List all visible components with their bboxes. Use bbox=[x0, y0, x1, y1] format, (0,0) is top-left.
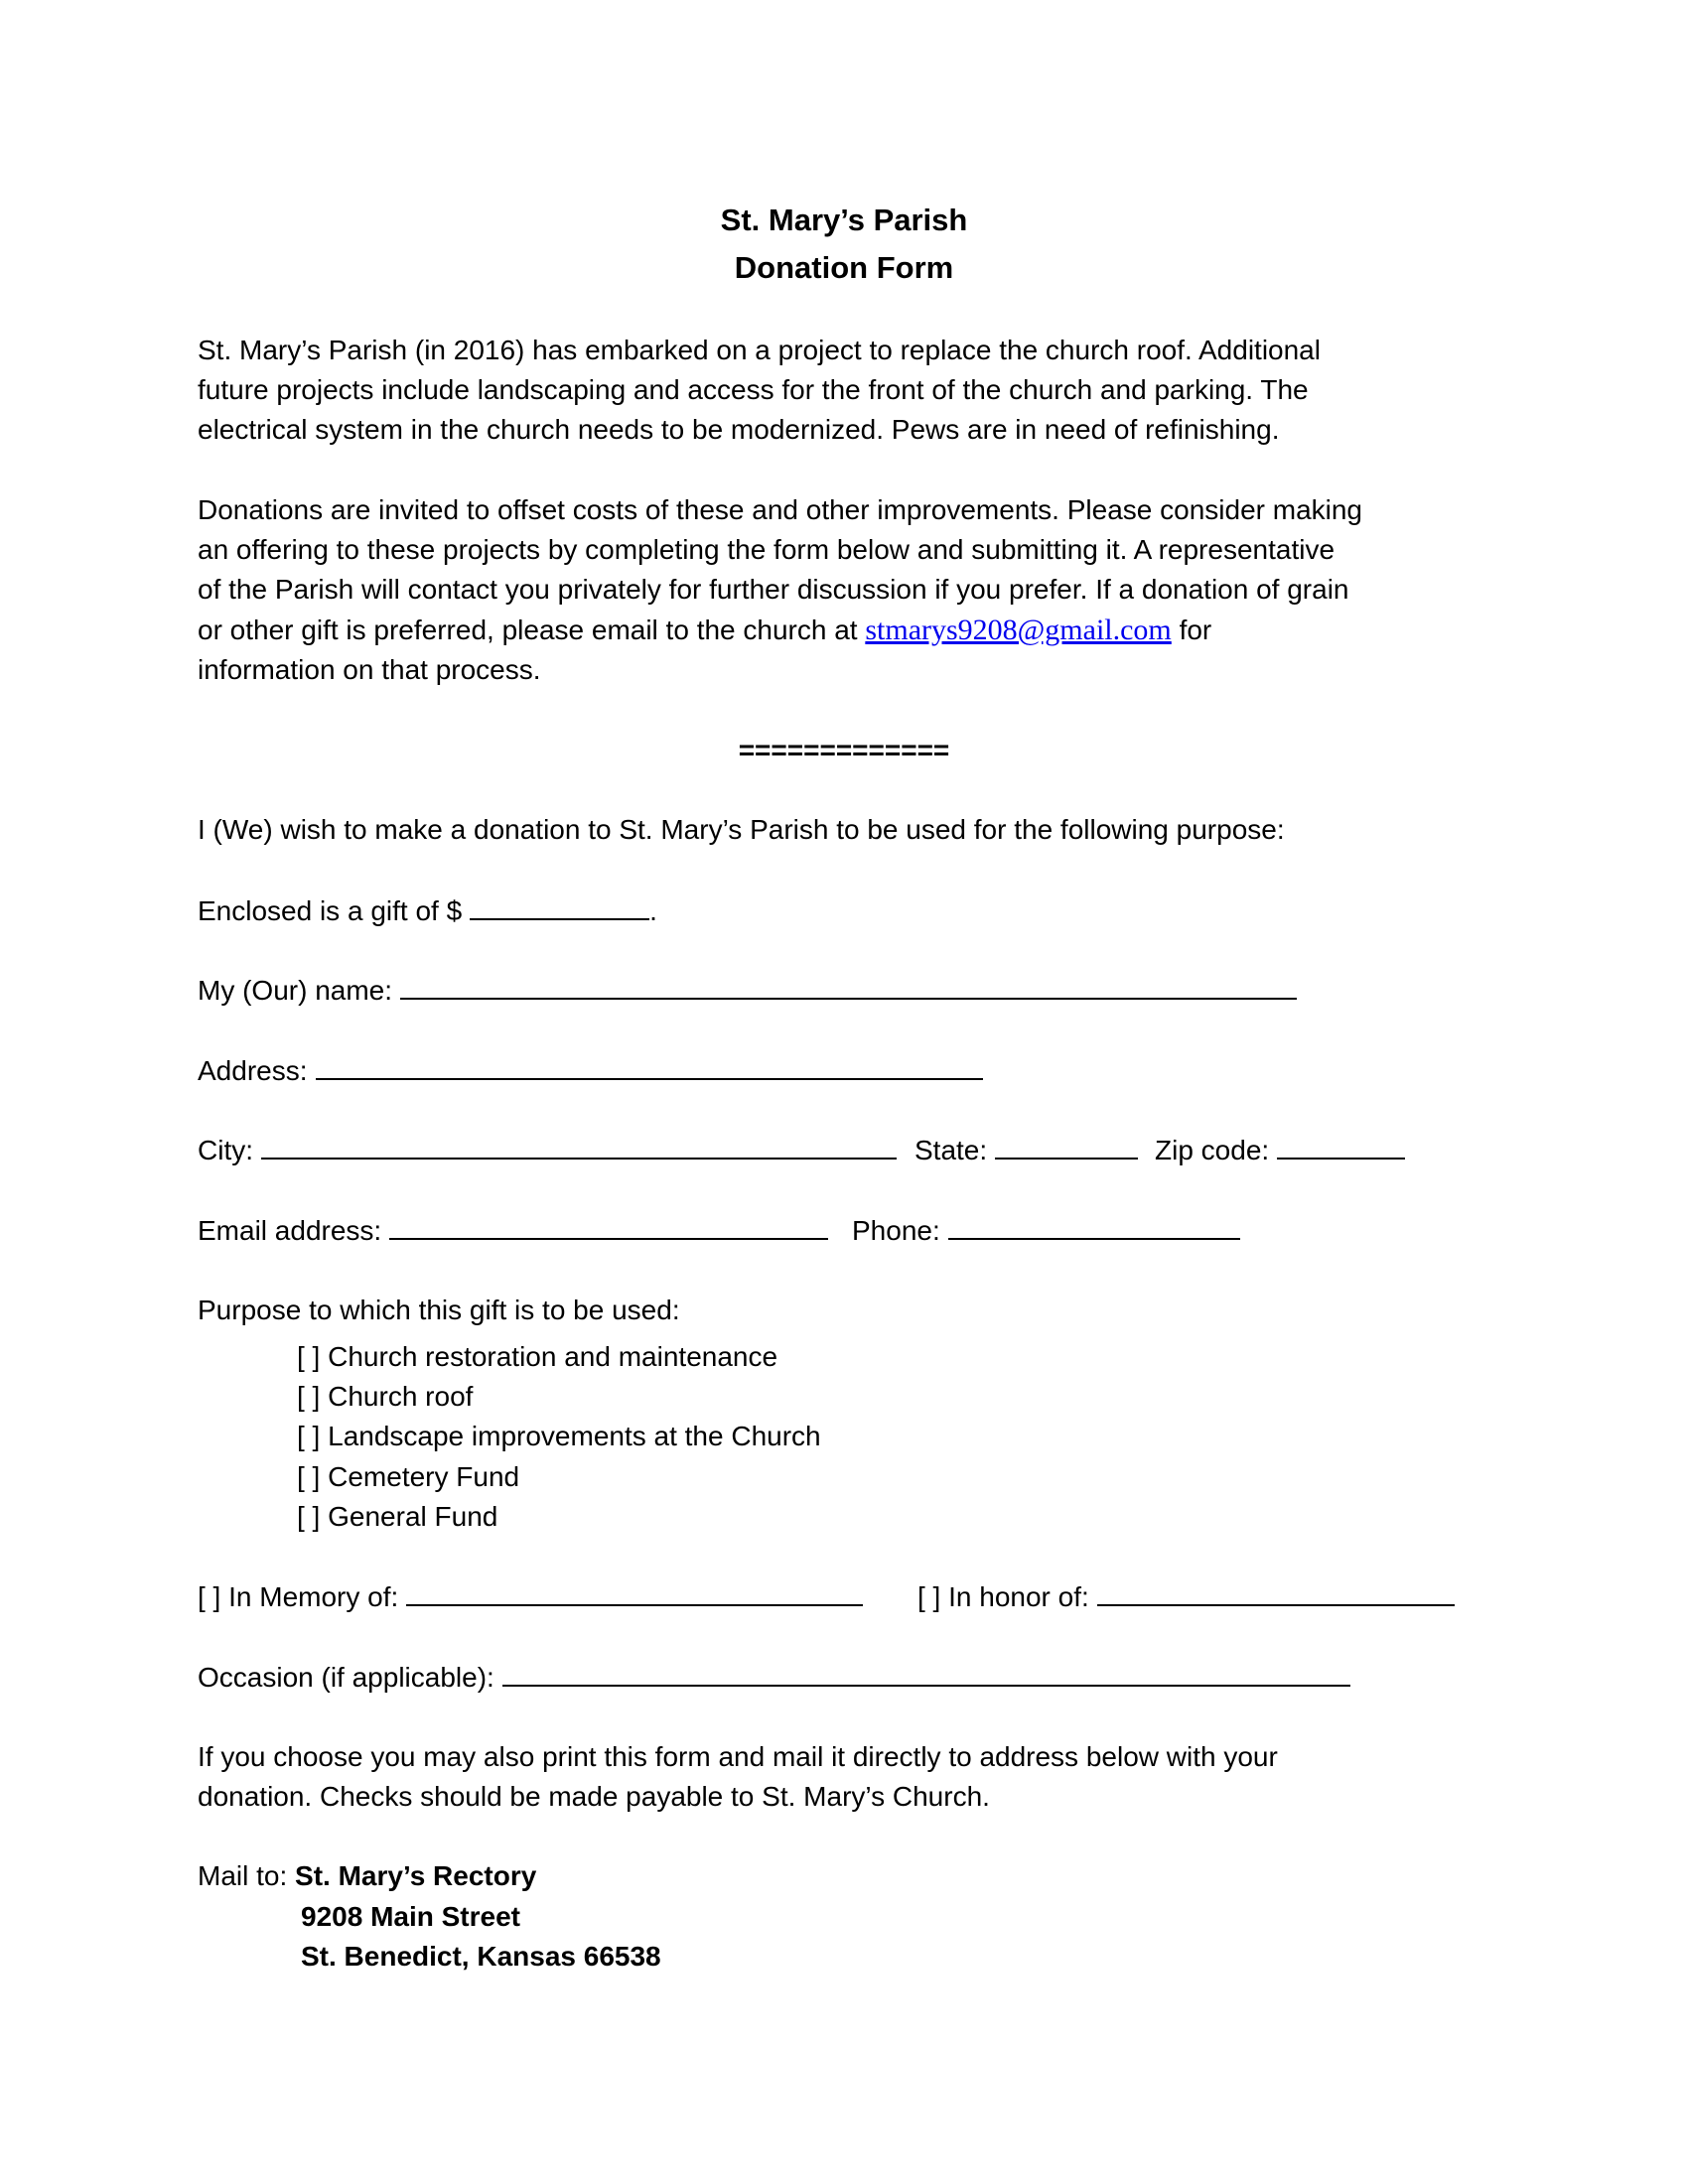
mail-address-line: St. Benedict, Kansas 66538 bbox=[301, 1941, 661, 1972]
state-row bbox=[914, 1130, 1138, 1169]
zip-row bbox=[1155, 1130, 1405, 1169]
intro-text: electrical system in the church needs to be modernized. Pews are in need of refinishing. bbox=[198, 414, 1280, 445]
name-label: My (Our) name: bbox=[198, 975, 393, 1006]
address-row bbox=[198, 1050, 983, 1090]
email-label: Email address: bbox=[198, 1215, 382, 1246]
option-label: General Fund bbox=[328, 1501, 498, 1532]
purpose-option[interactable] bbox=[297, 1457, 519, 1497]
invite-text: or other gift is preferred, please email to the church at bbox=[198, 614, 858, 645]
memory-field[interactable] bbox=[406, 1576, 863, 1606]
invite-text: of the Parish will contact you privately for further discussion if you prefer. If a donation of grain bbox=[198, 574, 1349, 605]
gift-row bbox=[198, 890, 657, 930]
email-link[interactable]: stmarys9208@gmail.com bbox=[865, 614, 1172, 646]
zip-label: Zip code: bbox=[1155, 1135, 1270, 1165]
option-label: Church roof bbox=[328, 1381, 474, 1412]
address-label: Address: bbox=[198, 1055, 308, 1086]
purpose-option[interactable] bbox=[297, 1417, 821, 1456]
checkbox[interactable]: [ ] bbox=[297, 1501, 321, 1532]
phone-label: Phone: bbox=[852, 1215, 940, 1246]
city-field[interactable] bbox=[261, 1130, 897, 1160]
mail-to-label: Mail to: bbox=[198, 1860, 288, 1891]
gift-label: Enclosed is a gift of $ bbox=[198, 895, 463, 926]
invite-text: Donations are invited to offset costs of these and other improvements. Please consider making bbox=[198, 494, 1363, 525]
email-field[interactable] bbox=[389, 1210, 828, 1240]
email-row bbox=[198, 1210, 828, 1250]
page-subtitle: Donation Form bbox=[734, 250, 954, 285]
memory-row bbox=[198, 1576, 863, 1616]
phone-row bbox=[852, 1210, 1240, 1250]
invite-text: for bbox=[1179, 614, 1212, 645]
honor-label: In honor of: bbox=[948, 1581, 1089, 1612]
mail-note: If you choose you may also print this form and mail it directly to address below with your bbox=[198, 1741, 1278, 1772]
occasion-row bbox=[198, 1657, 1350, 1697]
invite-text: an offering to these projects by completing the form below and submitting it. A representative bbox=[198, 534, 1336, 565]
donation-statement: I (We) wish to make a donation to St. Mary’s Parish to be used for the following purpose: bbox=[198, 814, 1285, 845]
honor-checkbox[interactable]: [ ] bbox=[917, 1581, 941, 1612]
occasion-field[interactable] bbox=[502, 1657, 1350, 1687]
mail-address-line: 9208 Main Street bbox=[301, 1901, 520, 1932]
option-label: Landscape improvements at the Church bbox=[328, 1421, 821, 1451]
intro-text: St. Mary’s Parish (in 2016) has embarked on a project to replace the church roof. Additional bbox=[198, 335, 1321, 365]
option-label: Church restoration and maintenance bbox=[328, 1341, 778, 1372]
city-row bbox=[198, 1130, 897, 1169]
address-field[interactable] bbox=[316, 1050, 983, 1080]
memory-checkbox[interactable]: [ ] bbox=[198, 1581, 221, 1612]
mail-note: donation. Checks should be made payable to St. Mary’s Church. bbox=[198, 1781, 990, 1812]
purpose-option[interactable] bbox=[297, 1337, 777, 1377]
honor-field[interactable] bbox=[1097, 1576, 1455, 1606]
state-field[interactable] bbox=[995, 1130, 1138, 1160]
purpose-option[interactable] bbox=[297, 1497, 497, 1537]
state-label: State: bbox=[914, 1135, 988, 1165]
mail-to-row bbox=[198, 1856, 536, 1896]
purpose-option[interactable] bbox=[297, 1377, 473, 1417]
page-title: St. Mary’s Parish bbox=[720, 203, 968, 237]
invite-text: information on that process. bbox=[198, 654, 541, 685]
invite-text-line bbox=[198, 611, 1211, 650]
occasion-label: Occasion (if applicable): bbox=[198, 1662, 494, 1693]
purpose-label: Purpose to which this gift is to be used: bbox=[198, 1295, 680, 1325]
checkbox[interactable]: [ ] bbox=[297, 1381, 321, 1412]
city-label: City: bbox=[198, 1135, 253, 1165]
period: . bbox=[649, 895, 657, 926]
memory-label: In Memory of: bbox=[228, 1581, 399, 1612]
zip-field[interactable] bbox=[1277, 1130, 1405, 1160]
checkbox[interactable]: [ ] bbox=[297, 1461, 321, 1492]
divider: ============= bbox=[738, 735, 950, 765]
intro-text: future projects include landscaping and access for the front of the church and parking. The bbox=[198, 374, 1309, 405]
phone-field[interactable] bbox=[948, 1210, 1240, 1240]
name-field[interactable] bbox=[400, 970, 1297, 1000]
option-label: Cemetery Fund bbox=[328, 1461, 520, 1492]
honor-row bbox=[917, 1576, 1455, 1616]
gift-amount-field[interactable] bbox=[470, 890, 649, 920]
checkbox[interactable]: [ ] bbox=[297, 1421, 321, 1451]
mail-address-line: St. Mary’s Rectory bbox=[295, 1860, 537, 1891]
name-row bbox=[198, 970, 1297, 1010]
checkbox[interactable]: [ ] bbox=[297, 1341, 321, 1372]
